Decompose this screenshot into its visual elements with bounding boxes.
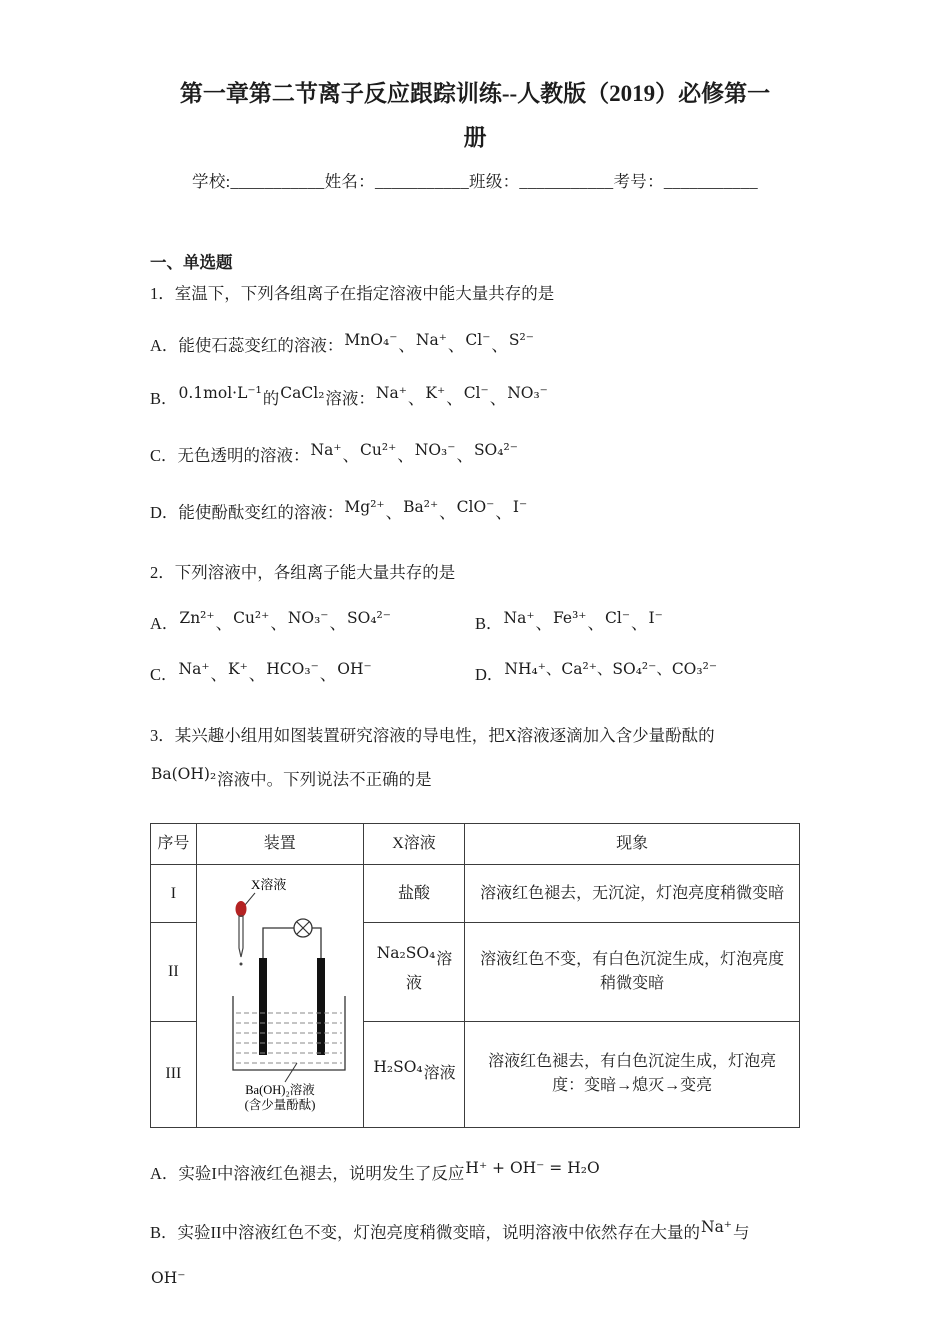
text-run: 、 bbox=[491, 336, 508, 356]
chem-formula: K⁺ bbox=[228, 659, 248, 678]
table-header-apparatus: 装置 bbox=[196, 824, 363, 865]
question-3-stem-line-1 bbox=[150, 724, 800, 749]
q1-option-a bbox=[150, 331, 800, 359]
doc-title bbox=[150, 72, 800, 160]
text-run: C． bbox=[150, 664, 178, 684]
row-1-number: I bbox=[151, 865, 197, 923]
diagram-solution-label: Ba(OH)₂溶液 bbox=[244, 1083, 315, 1097]
chem-formula: I⁻ bbox=[648, 609, 663, 627]
row-2-phenomenon bbox=[465, 923, 800, 1022]
text-run: 、 bbox=[495, 502, 512, 522]
chem-formula: Mg²⁺ bbox=[344, 497, 385, 516]
text-run: 盐酸 bbox=[398, 884, 431, 902]
text-run: A． bbox=[150, 614, 179, 633]
lightbulb-icon bbox=[294, 919, 312, 937]
table-header-no: 序号 bbox=[151, 824, 197, 865]
text-run: 、 bbox=[210, 664, 228, 684]
chem-formula: OH⁻ bbox=[151, 1268, 186, 1287]
text-run: A．实验I中溶液红色褪去，说明发生了反应 bbox=[150, 1164, 465, 1183]
row-3-x-solution bbox=[363, 1021, 465, 1127]
question-1-stem: 1．室温下，下列各组离子在指定溶液中能大量共存的是 bbox=[150, 283, 555, 303]
chem-formula: Na⁺ bbox=[415, 331, 447, 350]
diagram-solution-sublabel: (含少量酚酞) bbox=[244, 1098, 316, 1112]
section-heading: 一、单选题 bbox=[150, 252, 233, 272]
text-run: 、 bbox=[407, 389, 425, 408]
chem-formula: Cu²⁺ bbox=[360, 440, 397, 459]
q3-option-b-continuation bbox=[150, 1268, 800, 1297]
chem-formula: 0.1mol·L⁻¹ bbox=[178, 384, 262, 402]
chem-formula: SO₄²⁻ bbox=[347, 609, 391, 627]
row-3-phenomenon bbox=[465, 1021, 800, 1127]
dropper-icon bbox=[235, 901, 246, 966]
diagram-x-solution-label: X溶液 bbox=[250, 877, 287, 892]
chem-formula: Na⁺ bbox=[375, 384, 407, 402]
text-run: 、 bbox=[587, 614, 604, 633]
chem-formula: Fe³⁺ bbox=[553, 609, 587, 627]
phenomena-table bbox=[150, 823, 800, 1128]
row-1-phenomenon bbox=[465, 865, 800, 923]
q2-options-row-2 bbox=[150, 659, 800, 688]
row-3-number: III bbox=[151, 1021, 197, 1127]
text-run: 溶液中。下列说法不正确的是 bbox=[217, 770, 432, 790]
text-run: 的 bbox=[262, 389, 280, 408]
q2-option-a bbox=[150, 609, 475, 637]
text-run: 、 bbox=[535, 614, 553, 633]
chem-formula: SO₄²⁻ bbox=[473, 440, 518, 459]
text-run: 、 bbox=[398, 336, 415, 356]
text-run: 、 bbox=[248, 664, 266, 684]
chem-formula: H₂SO₄ bbox=[373, 1058, 423, 1077]
text-run: 溶液红色褪去，有白色沉淀生成，灯泡亮度：变暗→熄灭→变亮 bbox=[488, 1053, 777, 1095]
chem-formula: NO₃⁻ bbox=[507, 384, 548, 402]
chem-formula: Na⁺ bbox=[310, 440, 342, 459]
doc-title-line-2: 册 bbox=[463, 125, 487, 150]
chem-formula: OH⁻ bbox=[337, 659, 372, 678]
table-header-phenomenon: 现象 bbox=[465, 824, 800, 865]
text-run: B．实验II中溶液红色不变，灯泡亮度稍微变暗，说明溶液中依然存在大量的 bbox=[150, 1222, 700, 1242]
text-run: 、 bbox=[446, 389, 463, 408]
chem-formula: ClO⁻ bbox=[456, 497, 495, 516]
electrode-icons bbox=[259, 958, 325, 1055]
chem-formula: Cl⁻ bbox=[463, 384, 489, 402]
text-run: 、 bbox=[385, 502, 403, 522]
text-run: 、 bbox=[489, 389, 507, 408]
chem-formula: S²⁻ bbox=[508, 331, 534, 350]
circuit-wires bbox=[263, 928, 321, 958]
q2-options-row-1 bbox=[150, 609, 800, 637]
chem-formula: Zn²⁺ bbox=[179, 609, 215, 627]
text-run: 、 bbox=[397, 445, 414, 465]
chem-formula: NH₄⁺、Ca²⁺、SO₄²⁻、CO₃²⁻ bbox=[504, 659, 718, 678]
liquid-hatching bbox=[236, 1013, 342, 1063]
text-run: 、 bbox=[439, 502, 456, 522]
chem-formula: Na⁺ bbox=[503, 609, 535, 627]
text-run: D． bbox=[475, 664, 504, 684]
table-header-x-solution: X溶液 bbox=[363, 824, 465, 865]
solution-pointer-line bbox=[285, 1063, 297, 1082]
chem-formula: CaCl₂ bbox=[280, 384, 325, 402]
chem-formula: Cl⁻ bbox=[605, 609, 630, 627]
text-run: 、 bbox=[319, 664, 337, 684]
q3-option-a bbox=[150, 1159, 800, 1187]
text-run: A．能使石蕊变红的溶液： bbox=[150, 336, 344, 356]
text-run: 溶液 bbox=[406, 950, 453, 992]
text-run: 、 bbox=[447, 336, 465, 356]
text-run: 、 bbox=[342, 445, 360, 465]
chem-formula: I⁻ bbox=[512, 497, 528, 516]
table-header-row bbox=[151, 824, 800, 865]
student-info-blanks: 学校:___________姓名：___________班级：___________考号：___________ bbox=[192, 172, 758, 191]
chem-formula: Ba²⁺ bbox=[403, 497, 439, 516]
chem-formula: NO₃⁻ bbox=[414, 440, 456, 459]
text-run: B． bbox=[475, 614, 503, 633]
text-run: 3．某兴趣小组用如图装置研究溶液的导电性，把X溶液逐滴加入含少量酚酞的 bbox=[150, 725, 715, 745]
text-run: B． bbox=[150, 389, 178, 408]
text-run: D．能使酚酞变红的溶液： bbox=[150, 502, 344, 522]
apparatus-diagram-cell bbox=[196, 865, 363, 1128]
text-run: C．无色透明的溶液： bbox=[150, 445, 310, 465]
q2-option-c bbox=[150, 659, 475, 688]
label-pointer-line bbox=[245, 893, 255, 905]
table-row bbox=[151, 865, 800, 923]
text-run: 溶液红色褪去，无沉淀，灯泡亮度稍微变暗 bbox=[480, 884, 785, 902]
text-run: 、 bbox=[456, 445, 473, 465]
q1-option-b bbox=[150, 384, 800, 412]
row-2-x-solution bbox=[363, 923, 465, 1022]
q2-option-d bbox=[475, 659, 800, 688]
chem-formula: Cl⁻ bbox=[465, 331, 491, 350]
chem-formula: MnO₄⁻ bbox=[344, 331, 398, 350]
chem-formula: Cu²⁺ bbox=[233, 609, 270, 627]
chem-formula: Na⁺ bbox=[178, 659, 210, 678]
doc-title-line-1: 第一章第二节离子反应跟踪训练--人教版（2019）必修第一 bbox=[179, 81, 771, 106]
row-2-number: II bbox=[151, 923, 197, 1022]
chem-formula: Na₂SO₄ bbox=[376, 943, 436, 962]
chem-formula: Na⁺ bbox=[701, 1217, 732, 1236]
row-1-x-solution bbox=[363, 865, 465, 923]
chem-formula: K⁺ bbox=[425, 384, 446, 402]
question-2-stem: 2．下列溶液中，各组离子能大量共存的是 bbox=[150, 563, 456, 583]
chem-formula: Ba(OH)₂ bbox=[151, 765, 217, 784]
text-run: 溶液红色不变，有白色沉淀生成，灯泡亮度稍微变暗 bbox=[480, 950, 785, 992]
apparatus-diagram bbox=[205, 870, 355, 1114]
chem-formula: H⁺ + OH⁻ = H₂O bbox=[465, 1159, 600, 1177]
q1-option-d bbox=[150, 497, 800, 526]
q1-option-c bbox=[150, 440, 800, 469]
question-3-stem-line-2 bbox=[150, 765, 800, 793]
text-run: 、 bbox=[631, 614, 648, 633]
q3-option-b bbox=[150, 1217, 800, 1246]
q2-option-b bbox=[475, 609, 800, 637]
text-run: 溶液 bbox=[423, 1065, 456, 1083]
text-run: 、 bbox=[270, 614, 287, 633]
text-run: 与 bbox=[733, 1222, 750, 1242]
text-run: 、 bbox=[215, 614, 233, 633]
text-run: 溶液： bbox=[325, 389, 375, 408]
chem-formula: NO₃⁻ bbox=[287, 609, 329, 627]
chem-formula: HCO₃⁻ bbox=[266, 659, 319, 678]
text-run: 、 bbox=[329, 614, 346, 633]
